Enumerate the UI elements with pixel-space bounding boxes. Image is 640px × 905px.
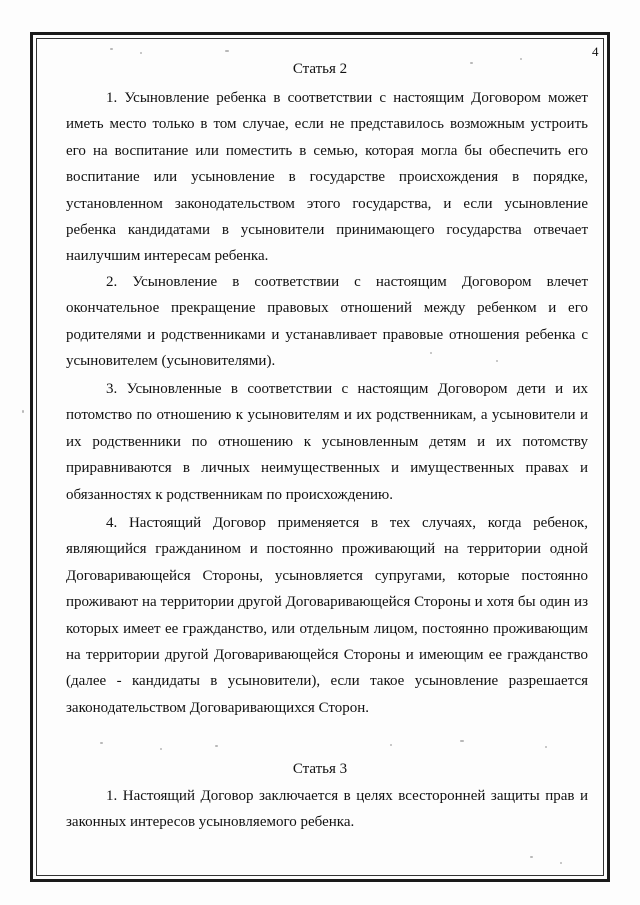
scan-speck: [22, 410, 24, 413]
scan-speck: [430, 352, 432, 354]
article-3-heading: Статья 3: [292, 761, 348, 777]
scan-speck: [545, 746, 547, 748]
scan-speck: [140, 52, 142, 54]
scan-speck: [470, 62, 473, 64]
scan-speck: [520, 58, 522, 60]
scan-speck: [110, 48, 113, 50]
article-2-paragraph-1: 1. Усыновление ребенка в соответствии с настоящим Договором может иметь место только в том случае, если не представилось возможным устроить его на воспитание или поместить в семью, которая могла бы обеспечить его воспитание или усыновление в государстве происхождения в порядке, установленном законодательством этого государства, и если усыновление ребенка кандидатами в усыновители принимающего государства отвечает наилучшим интересам ребенка.: [66, 90, 588, 265]
scan-speck: [496, 360, 498, 362]
scan-speck: [160, 748, 162, 750]
scan-speck: [460, 740, 464, 742]
scan-speck: [100, 742, 103, 744]
page-number: 4: [592, 44, 599, 59]
scan-speck: [390, 744, 392, 746]
scan-speck: [560, 862, 562, 864]
article-2-paragraph-3: 3. Усыновленные в соответствии с настоящим Договором дети и их потомство по отношению к усыновителям и их родственникам, а усыновители и их родственники по отношению к усыновленным детям и их потомству приравниваются в личных неимущественных и имущественных правах и обязанностях к родственникам по происхождению.: [66, 381, 588, 503]
article-2-paragraph-4: 4. Настоящий Договор применяется в тех случаях, когда ребенок, являющийся гражданином и постоянно проживающий на территории одной Договаривающейся Стороны, усыновляется супругами, которые постоянно проживают на территории другой Договаривающейся Стороны и хотя бы один из которых имеет ее гражданство, или отдельным лицом, постоянно проживающим на территории другой Договаривающейся Стороны и имеющим ее гражданство (далее - кандидаты в усыновители), если такое усыновление разрешается законодательством Договаривающихся Сторон.: [66, 515, 588, 716]
article-3-paragraph-1: 1. Настоящий Договор заключается в целях всесторонней защиты прав и законных интересов усыновляемого ребенка.: [66, 788, 588, 831]
article-2-heading: Статья 2: [292, 61, 348, 77]
scan-speck: [530, 856, 533, 858]
scan-speck: [215, 745, 218, 747]
scan-speck: [225, 50, 229, 52]
article-2-paragraph-2: 2. Усыновление в соответствии с настоящим Договором влечет окончательное прекращение правовых отношений между ребенком и его родителями и родственниками и устанавливает правовые отношения ребенка с усыновителем (усыновителями).: [66, 274, 588, 370]
